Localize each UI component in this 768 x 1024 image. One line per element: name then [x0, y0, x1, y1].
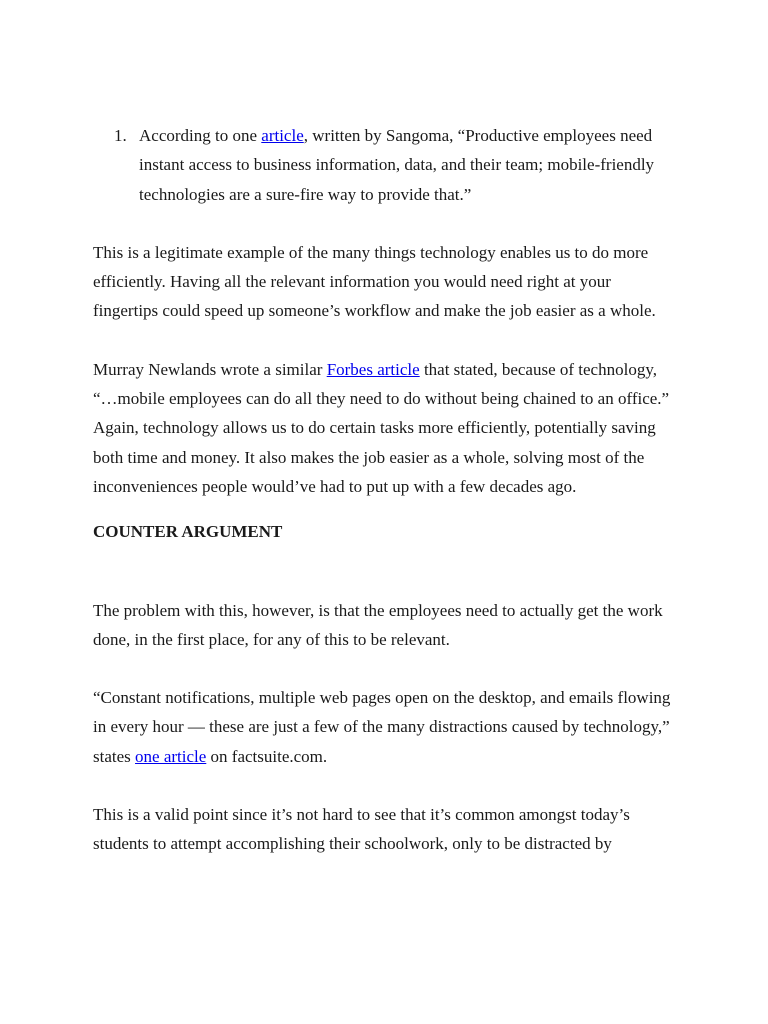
paragraph-efficiency: This is a legitimate example of the many things technology enables us to do more efficiently. Having all the relevant information you would need right at your fingertips could speed up someone’s workflow and make the job easier as a whole. — [93, 242, 656, 321]
list-number: 1. — [114, 126, 127, 145]
paragraph-problem: The problem with this, however, is that the employees need to actually get the work done, in the first place, for any of this to be relevant. — [93, 600, 663, 649]
document-page — [93, 121, 678, 859]
paragraph-text-after: that stated, because of technology, “…mobile employees can do all they need to do without being chained to an office.” Again, technology allows us to do certain tasks more efficiently, potentially saving both time and money. It also makes the job easier as a whole, solving most of the inconveniences people would’ve had to put up with a few decades ago. — [93, 359, 670, 496]
one-article-link[interactable]: one article — [135, 746, 207, 766]
article-link[interactable]: article — [261, 126, 304, 145]
list-item-text-after: , written by Sangoma, “Productive employees need instant access to business information, data, and their team; mobile-friendly technologies are a sure-fire way to provide that.” — [139, 126, 655, 204]
paragraph-students: This is a valid point since it’s not hard to see that it’s common amongst today’s students to attempt accomplishing their schoolwork, only to be distracted by — [93, 805, 630, 854]
paragraph-text-after: on factsuite.com. — [206, 746, 328, 766]
numbered-list — [93, 121, 678, 209]
paragraph-text-before: Murray Newlands wrote a similar — [93, 359, 327, 379]
paragraph-forbes — [93, 355, 678, 501]
forbes-article-link[interactable]: Forbes article — [326, 359, 420, 379]
list-item-text-before: According to one — [139, 126, 262, 145]
section-heading: COUNTER ARGUMENT — [93, 522, 283, 542]
paragraph-notifications — [93, 683, 678, 771]
list-item — [114, 121, 678, 209]
paragraph-text-before: “Constant notifications, multiple web pages open on the desktop, and emails flowing in every hour — these are just a few of the many distractions caused by technology,” states — [93, 688, 671, 766]
